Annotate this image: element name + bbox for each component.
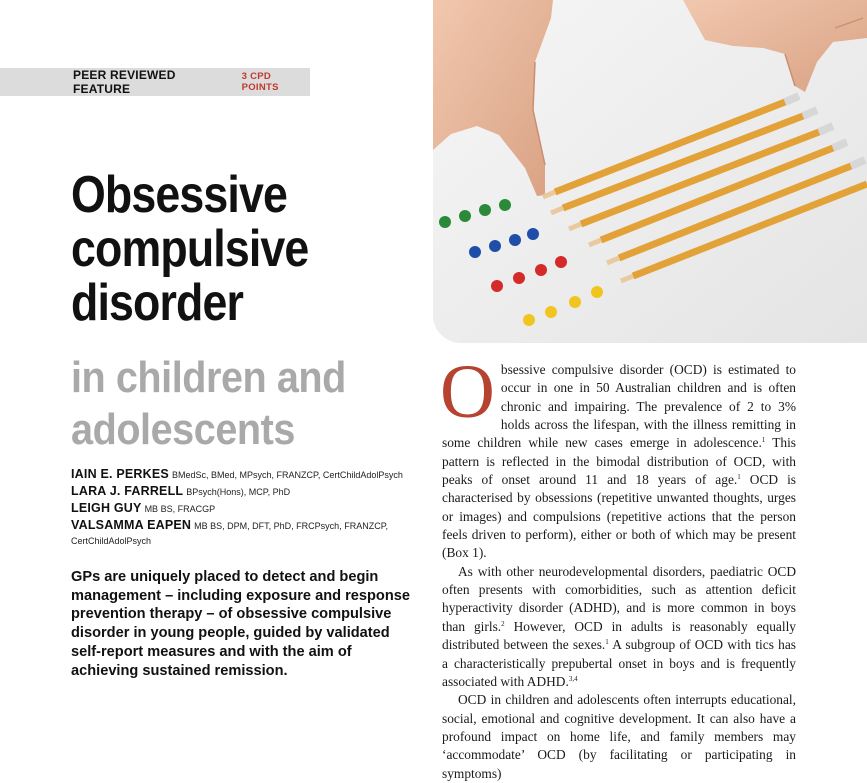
body-text-run: As with other neurodevelopmental disorders, paediatric OCD often presents with comorbidities, such as attention deficit hyperactivity disorder (ADHD), and is more common in boys than girls.: [442, 563, 796, 634]
author-name: LEIGH GUY: [71, 501, 142, 515]
author-credentials: MB BS, FRACGP: [144, 504, 216, 514]
drop-cap: O: [440, 350, 495, 434]
author-entry: [71, 500, 411, 517]
photo-illustration: [433, 0, 867, 343]
feature-label: PEER REVIEWED FEATURE: [73, 68, 176, 96]
body-text-run: This pattern is reflected in the bimodal distribution of OCD, with peaks of onset around 11 and 18 years of age.: [442, 435, 797, 488]
subtitle-line: in children and: [71, 353, 346, 402]
author-list: [71, 466, 411, 548]
author-entry: [71, 517, 411, 548]
citation-ref: 3,4: [568, 674, 578, 683]
article-subtitle: [71, 352, 346, 456]
author-credentials: BPsych(Hons), MCP, PhD: [186, 487, 291, 497]
article-summary: GPs are uniquely placed to detect and begin management – including exposure and response prevention therapy – of obsessive compulsive disorder in young people, guided by validated self-report measures and with the aim of achieving sustained remission.: [71, 569, 410, 679]
body-text-run: However, OCD in adults is reasonably equally distributed between the sexes.: [442, 618, 797, 653]
citation-ref: 1: [605, 638, 609, 647]
author-entry: [71, 466, 411, 483]
author-entry: [71, 483, 411, 500]
body-paragraph: [442, 563, 796, 691]
body-text-run: OCD is characterised by obsessions (repetitive unwanted thoughts, urges or images) and compulsions (repetitive actions that the person feels driven to perform), either or both of which may be present (Box 1).: [442, 472, 796, 561]
body-text-run: bsessive compulsive disorder (OCD) is estimated to occur in one in 50 Australian children and is often chronic and impairing. The prevalence of 2 to 3% holds across the lifespan, with the illness remitting in some children while new cases emerge in adolescence.: [442, 362, 796, 451]
citation-ref: 2: [501, 619, 505, 628]
article-body: [440, 350, 797, 783]
body-paragraph: [440, 350, 797, 563]
author-name: VALSAMMA EAPEN: [71, 518, 192, 532]
citation-ref: 1: [761, 436, 766, 445]
citation-ref: 1: [737, 473, 741, 482]
author-credentials: BMedSc, BMed, MPsych, FRANZCP, CertChildAdolPsych: [171, 470, 403, 480]
subtitle-line: adolescents: [71, 405, 295, 454]
title-line: disorder: [71, 274, 244, 332]
body-text-run: OCD in children and adolescents often interrupts educational, social, emotional and cognitive development. It can also have a profound impact on home life, and family members may ‘accommodate’ OCD (by facilitating or participating in symptoms): [442, 692, 796, 781]
article-title: [71, 168, 308, 330]
author-credentials: MB BS, DPM, DFT, PhD, FRCPsych, FRANZCP,: [194, 521, 389, 531]
body-paragraph: [442, 691, 796, 783]
body-text-run: A subgroup of OCD with tics has a characteristically prepubertal onset in boys and is frequently associated with ADHD.: [442, 637, 796, 689]
author-name: IAIN E. PERKES: [71, 467, 169, 481]
pencils-and-pushpins-photo: [433, 0, 867, 343]
author-credentials-continued: CertChildAdolPsych: [71, 536, 152, 546]
feature-banner: [0, 68, 310, 96]
author-name: LARA J. FARRELL: [71, 484, 184, 498]
cpd-points-label: 3 CPD POINTS: [241, 71, 279, 93]
title-line: compulsive: [71, 220, 309, 278]
title-line: Obsessive: [71, 166, 288, 224]
